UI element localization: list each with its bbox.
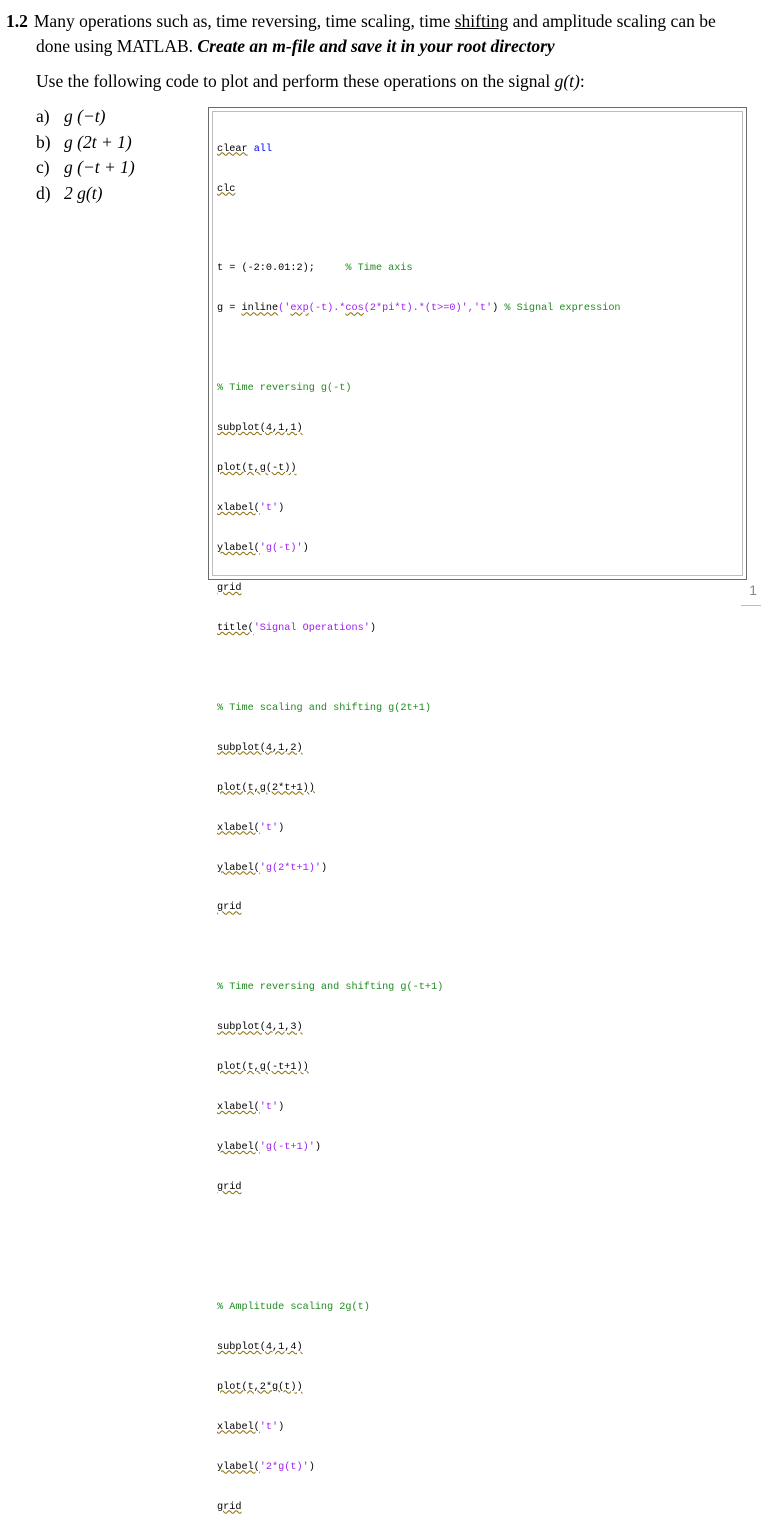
code-string: 't' bbox=[259, 1102, 279, 1114]
code-token: subplot(4,1,1) bbox=[217, 423, 303, 435]
code-token: subplot(4,1,2) bbox=[217, 742, 303, 754]
code-token: ) bbox=[314, 1142, 321, 1154]
code-string: 't' bbox=[259, 503, 279, 515]
code-line bbox=[217, 862, 621, 875]
code-line bbox=[217, 901, 621, 914]
code-token: xlabel( bbox=[217, 822, 260, 834]
code-line bbox=[217, 582, 621, 595]
page-number-rule bbox=[741, 605, 761, 606]
code-line bbox=[217, 622, 621, 635]
code-token: xlabel( bbox=[217, 1421, 260, 1433]
code-comment: % Time axis bbox=[345, 263, 413, 275]
code-token: subplot(4,1,4) bbox=[217, 1341, 303, 1353]
code-string: (2*pi*t).*(t>=0)', bbox=[363, 303, 474, 315]
code-line-blank bbox=[217, 941, 621, 954]
code-token: ) bbox=[278, 1421, 285, 1433]
code-line bbox=[217, 1301, 621, 1314]
code-line bbox=[217, 1141, 621, 1154]
code-token: ) bbox=[278, 503, 285, 515]
question-heading bbox=[6, 9, 746, 59]
code-line bbox=[217, 981, 621, 994]
intro-sentence: Use the following code to plot and perform these operations on the signal bbox=[36, 71, 555, 91]
code-line bbox=[217, 542, 621, 555]
code-token: grid bbox=[217, 582, 242, 594]
operation-item bbox=[36, 155, 135, 181]
code-string: 'Signal Operations' bbox=[253, 622, 370, 634]
code-comment: % Signal expression bbox=[504, 303, 621, 315]
heading-line2-text: done using MATLAB. bbox=[36, 36, 198, 56]
code-token: ylabel( bbox=[217, 862, 260, 874]
code-token: grid bbox=[217, 1182, 242, 1193]
operation-item bbox=[36, 104, 135, 130]
code-token: all bbox=[247, 143, 273, 155]
heading-line-2 bbox=[6, 34, 746, 59]
code-comment: % Time reversing and shifting g(-t+1) bbox=[217, 982, 444, 994]
code-token: plot(t,g(-t+1)) bbox=[217, 1062, 309, 1074]
operation-expression: 2 g(t) bbox=[64, 182, 103, 203]
heading-text-end: and amplitude scaling can be bbox=[508, 11, 716, 31]
code-string: exp bbox=[290, 303, 309, 315]
code-line bbox=[217, 1421, 621, 1434]
code-line bbox=[217, 422, 621, 435]
code-token: grid bbox=[217, 902, 242, 914]
code-token: ) bbox=[308, 1461, 315, 1473]
code-token: title( bbox=[217, 622, 254, 634]
code-token: clc bbox=[217, 183, 236, 195]
operation-expression: g (2t + 1) bbox=[64, 131, 132, 152]
code-line bbox=[217, 183, 621, 196]
code-token: clear bbox=[217, 143, 248, 155]
operation-label: a) bbox=[36, 106, 50, 126]
intro-suffix: : bbox=[579, 71, 585, 91]
operation-item bbox=[36, 130, 135, 156]
code-string: '2*g(t)' bbox=[259, 1461, 309, 1473]
code-line-blank bbox=[217, 1221, 621, 1234]
code-token: plot(t,2*g(t)) bbox=[217, 1381, 303, 1393]
code-token: ) bbox=[278, 822, 285, 834]
code-comment: % Amplitude scaling 2g(t) bbox=[217, 1301, 370, 1313]
code-string: 'g(-t+1)' bbox=[259, 1142, 315, 1154]
operation-label: c) bbox=[36, 157, 50, 177]
code-string: 't' bbox=[259, 1421, 279, 1433]
code-line bbox=[217, 1341, 621, 1354]
code-comment: % Time reversing g(-t) bbox=[217, 383, 352, 395]
code-token: subplot(4,1,3) bbox=[217, 1022, 303, 1034]
operation-label: d) bbox=[36, 182, 51, 203]
intro-text bbox=[36, 71, 585, 92]
code-frame bbox=[212, 111, 743, 1513]
code-comment: % Time scaling and shifting g(2t+1) bbox=[217, 702, 431, 714]
code-line bbox=[217, 1061, 621, 1074]
code-line bbox=[217, 502, 621, 515]
code-listing bbox=[208, 107, 747, 1513]
code-line-blank bbox=[217, 223, 621, 236]
code-token: inline bbox=[241, 303, 279, 315]
operation-expression: g (−t + 1) bbox=[64, 157, 135, 177]
code-token: ) bbox=[302, 543, 309, 554]
operations-list bbox=[36, 104, 135, 206]
code-token: plot(t,g(-t)) bbox=[217, 463, 297, 475]
code-line bbox=[217, 262, 621, 275]
code-line bbox=[217, 1021, 621, 1034]
intro-signal: g(t) bbox=[554, 71, 580, 91]
code-line bbox=[217, 382, 621, 395]
code-line bbox=[217, 1181, 621, 1194]
code-token: ) bbox=[492, 303, 505, 315]
code-line bbox=[217, 782, 621, 795]
code-line bbox=[217, 462, 621, 475]
code-line bbox=[217, 1101, 621, 1114]
code-line-blank bbox=[217, 662, 621, 675]
code-token: ) bbox=[278, 1102, 285, 1114]
heading-line-1 bbox=[6, 9, 746, 34]
code-string: cos bbox=[345, 303, 364, 315]
code-string: 't' bbox=[259, 822, 279, 834]
code-token: xlabel( bbox=[217, 1102, 260, 1114]
code-token: g = bbox=[217, 303, 242, 315]
code-token: ylabel( bbox=[217, 1461, 260, 1473]
code-line bbox=[217, 822, 621, 835]
code-token: grid bbox=[217, 1501, 242, 1513]
code-token: ) bbox=[320, 862, 328, 874]
code-token: xlabel( bbox=[217, 503, 260, 515]
page-number: 1 bbox=[749, 582, 757, 598]
question-number: 1.2 bbox=[6, 11, 28, 31]
operation-item bbox=[36, 181, 135, 207]
code-line bbox=[217, 143, 621, 156]
code-text bbox=[217, 116, 621, 1540]
code-line bbox=[217, 1501, 621, 1514]
operation-expression: g (−t) bbox=[64, 106, 106, 126]
code-line-blank bbox=[217, 1261, 621, 1274]
operation-label: b) bbox=[36, 131, 51, 152]
code-string: (' bbox=[278, 303, 291, 315]
code-string: 't' bbox=[473, 303, 493, 315]
code-string: (-t).* bbox=[308, 303, 346, 315]
code-token: ) bbox=[369, 622, 376, 634]
code-line bbox=[217, 1381, 621, 1394]
code-string: 'g(-t)' bbox=[259, 543, 303, 554]
code-line-blank bbox=[217, 342, 621, 355]
code-line bbox=[217, 1461, 621, 1474]
code-token: ylabel( bbox=[217, 1142, 260, 1154]
heading-instruction: Create an m-file and save it in your root directory bbox=[197, 36, 555, 56]
heading-underlined-word: shifting bbox=[454, 11, 509, 31]
code-token: ylabel( bbox=[217, 543, 260, 554]
code-token: plot(t,g(2*t+1)) bbox=[217, 782, 315, 794]
code-line bbox=[217, 302, 621, 315]
code-line bbox=[217, 742, 621, 755]
code-token: t = (-2:0.01:2); bbox=[217, 263, 346, 275]
code-string: 'g(2*t+1)' bbox=[259, 862, 321, 874]
code-line bbox=[217, 702, 621, 715]
heading-text: Many operations such as, time reversing, time scaling, time bbox=[33, 11, 455, 31]
